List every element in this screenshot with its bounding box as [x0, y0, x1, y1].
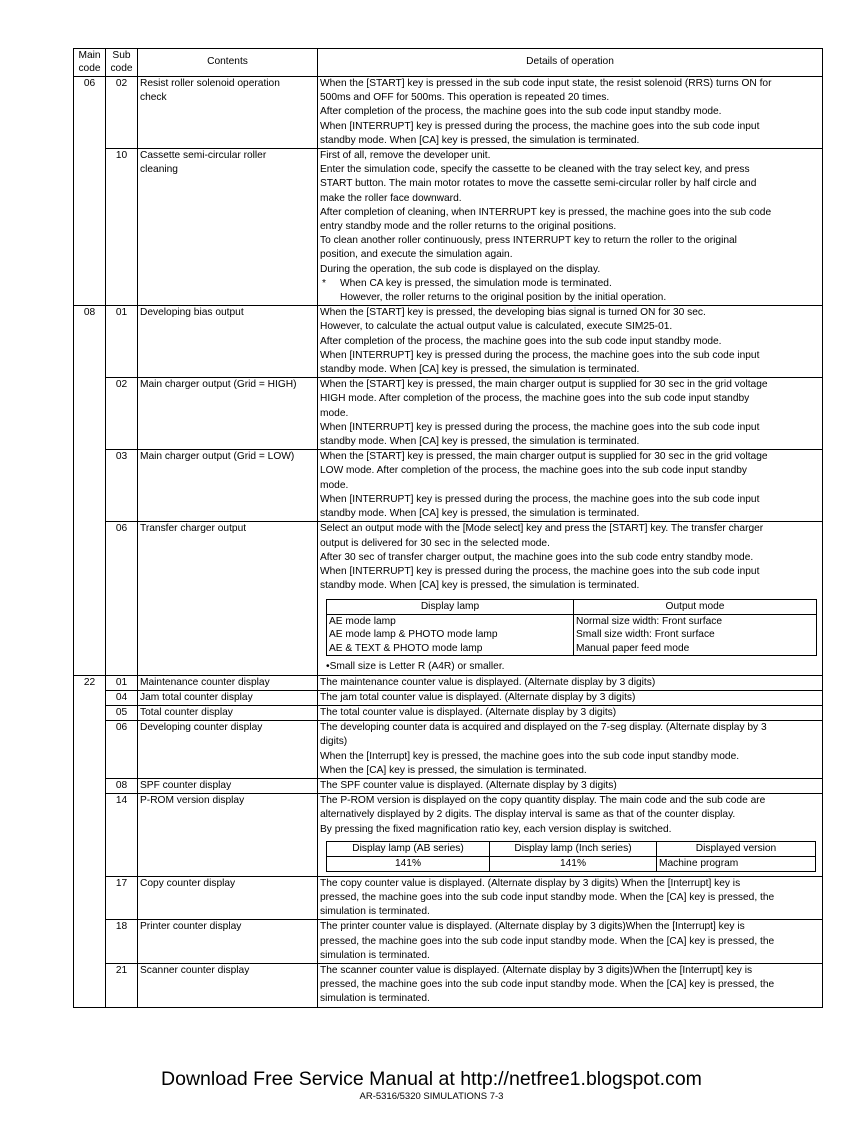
details-line: standby mode. When [CA] key is pressed, the simulation is terminated.: [320, 364, 640, 376]
details-cell: [318, 306, 823, 378]
details-line: standby mode. When [CA] key is pressed, the simulation is terminated.: [320, 508, 640, 520]
version-table: [326, 841, 816, 872]
version-table-cell: 141%: [327, 856, 490, 871]
table-row: [74, 920, 823, 964]
details-line: When the [Interrupt] key is pressed, the machine goes into the sub code input standby mode.: [320, 750, 740, 762]
contents-line: cleaning: [140, 164, 178, 176]
details-line: output is delivered for 30 sec in the selected mode.: [320, 537, 550, 549]
details-cell: [318, 675, 823, 690]
details-line: HIGH mode. After completion of the process, the machine goes into the sub code input standby: [320, 393, 750, 405]
details-cell: [318, 705, 823, 720]
contents-cell: [138, 522, 318, 675]
details-line: When the [START] key is pressed in the sub code input state, the resist solenoid (RRS) turns ON for: [320, 78, 772, 89]
details-line: Enter the simulation code, specify the cassette to be cleaned with the tray select key, and press: [320, 164, 750, 176]
version-table-cell: 141%: [490, 856, 657, 871]
details-line: The maintenance counter value is displayed. (Alternate display by 3 digits): [320, 676, 656, 688]
main-code-cell: 06: [74, 77, 106, 306]
main-code-cell: 08: [74, 306, 106, 675]
contents-cell: [138, 378, 318, 450]
details-line: However, to calculate the actual output value is calculated, execute SIM25-01.: [320, 321, 673, 333]
sub-code-cell: 06: [106, 522, 138, 675]
lamp-column: [327, 614, 574, 656]
table-row: [74, 963, 823, 1007]
lamp-table-header: [327, 600, 817, 615]
sub-code-cell: 18: [106, 920, 138, 964]
page-identifier: AR-5316/5320 SIMULATIONS 7-3: [359, 1091, 504, 1102]
contents-line: Main charger output (Grid = LOW): [140, 451, 295, 463]
contents-line: Developing counter display: [140, 722, 263, 734]
table-row: [74, 794, 823, 877]
lamp-table-cell: AE & TEXT & PHOTO mode lamp: [329, 642, 483, 654]
details-cell: [318, 149, 823, 306]
details-line: alternatively displayed by 2 digits. The display interval is same as that of the counter display.: [320, 809, 736, 821]
contents-cell: [138, 149, 318, 306]
contents-cell: [138, 876, 318, 920]
version-table-row: [327, 856, 816, 871]
details-line: When [INTERRUPT] key is pressed during the process, the machine goes into the sub code input: [320, 493, 760, 505]
details-line: simulation is terminated.: [320, 949, 430, 961]
details-line: After completion of the process, the machine goes into the sub code input standby mode.: [320, 106, 722, 118]
details-line: When the [START] key is pressed, the main charger output is supplied for 30 sec in the grid voltage: [320, 379, 768, 391]
table-header-row: [74, 49, 823, 77]
details-line: When the [START] key is pressed, the main charger output is supplied for 30 sec in the grid voltage: [320, 451, 768, 463]
contents-cell: [138, 963, 318, 1007]
contents-line: SPF counter display: [140, 779, 232, 791]
table-row: [74, 778, 823, 793]
contents-cell: [138, 778, 318, 793]
table-row: [74, 705, 823, 720]
contents-cell: [138, 77, 318, 149]
lamp-table-cell: Small size width: Front surface: [576, 629, 715, 641]
table-row: [74, 721, 823, 779]
version-table-cell: Machine program: [657, 856, 816, 871]
details-line: pressed, the machine goes into the sub code input standby mode. When the [CA] key is pressed, the: [320, 891, 775, 903]
download-footer: Download Free Service Manual at http://netfree1.blogspot.com: [161, 1068, 702, 1090]
details-line: entry standby mode and the roller returns to the original positions.: [320, 221, 617, 233]
contents-cell: [138, 705, 318, 720]
sub-code-cell: 14: [106, 794, 138, 877]
version-table-heading: Displayed version: [657, 841, 816, 856]
table-row: [74, 77, 823, 149]
sub-code-cell: 02: [106, 378, 138, 450]
details-line: When [INTERRUPT] key is pressed during the process, the machine goes into the sub code input: [320, 421, 760, 433]
details-line: digits): [320, 736, 348, 748]
details-line: standby mode. When [CA] key is pressed, the simulation is terminated.: [320, 580, 640, 592]
sub-code-cell: 03: [106, 450, 138, 522]
details-line: LOW mode. After completion of the process, the machine goes into the sub code input standby: [320, 465, 747, 477]
sub-code-cell: 10: [106, 149, 138, 306]
lamp-table-cell: AE mode lamp: [329, 615, 396, 627]
details-line: When [INTERRUPT] key is pressed during the process, the machine goes into the sub code input: [320, 565, 760, 577]
details-line: During the operation, the sub code is displayed on the display.: [320, 263, 601, 275]
details-cell: [318, 778, 823, 793]
details-line: First of all, remove the developer unit.: [320, 150, 491, 162]
header-contents: Contents: [138, 49, 318, 77]
details-line: pressed, the machine goes into the sub code input standby mode. When the [CA] key is pressed, the: [320, 935, 775, 947]
details-line: position, and execute the simulation again.: [320, 249, 513, 261]
lamp-table-cell: Manual paper feed mode: [576, 642, 690, 654]
contents-line: Cassette semi-circular roller: [140, 150, 267, 162]
contents-line: Main charger output (Grid = HIGH): [140, 379, 297, 391]
details-cell: [318, 450, 823, 522]
details-cell: [318, 378, 823, 450]
details-cell: [318, 920, 823, 964]
details-cell: [318, 794, 823, 877]
details-line: simulation is terminated.: [320, 906, 430, 918]
contents-cell: [138, 450, 318, 522]
contents-cell: [138, 794, 318, 877]
details-note-continued: However, the roller returns to the original position by the initial operation.: [340, 292, 667, 304]
version-table-heading: Display lamp (Inch series): [490, 841, 657, 856]
contents-cell: [138, 690, 318, 705]
details-cell: [318, 963, 823, 1007]
details-line: The P-ROM version is displayed on the copy quantity display. The main code and the sub code are: [320, 795, 766, 807]
details-line: The jam total counter value is displayed. (Alternate display by 3 digits): [320, 691, 636, 703]
details-line: Select an output mode with the [Mode select] key and press the [START] key. The transfer charger: [320, 523, 764, 535]
details-line: mode.: [320, 479, 349, 491]
details-line: The scanner counter value is displayed. (Alternate display by 3 digits)When the [Interrupt] key is: [320, 964, 753, 976]
table-row: [74, 675, 823, 690]
details-line: pressed, the machine goes into the sub code input standby mode. When the [CA] key is pressed, the: [320, 979, 775, 991]
details-line: The developing counter data is acquired and displayed on the 7-seg display. (Alternate display by 3: [320, 722, 767, 734]
details-line: The printer counter value is displayed. (Alternate display by 3 digits)When the [Interrupt] key is: [320, 921, 745, 933]
details-line: The copy counter value is displayed. (Alternate display by 3 digits) When the [Interrupt] key is: [320, 877, 741, 889]
table-row: [74, 149, 823, 306]
simulation-table: [73, 48, 823, 1008]
header-sub-code: Sub code: [106, 49, 138, 77]
contents-line: Total counter display: [140, 706, 233, 718]
contents-line: Developing bias output: [140, 307, 244, 319]
details-line: To clean another roller continuously, press INTERRUPT key to return the roller to the original: [320, 235, 737, 247]
version-table-header: [327, 841, 816, 856]
details-cell: [318, 522, 823, 675]
table-body: [74, 77, 823, 1008]
contents-line: check: [140, 92, 167, 104]
sub-code-cell: 01: [106, 306, 138, 378]
details-line: mode.: [320, 407, 349, 419]
table-row: [74, 690, 823, 705]
details-line: The total counter value is displayed. (Alternate display by 3 digits): [320, 706, 617, 718]
details-cell: [318, 876, 823, 920]
details-line: 500ms and OFF for 500ms. This operation is repeated 20 times.: [320, 92, 610, 104]
note-asterisk: *: [322, 277, 326, 289]
display-lamp-table: [326, 599, 817, 656]
output-mode-column: [574, 614, 817, 656]
details-cell: [318, 77, 823, 149]
sub-code-cell: 08: [106, 778, 138, 793]
header-main-code: Main code: [74, 49, 106, 77]
details-line: standby mode. When [CA] key is pressed, the simulation is terminated.: [320, 134, 640, 146]
details-line: When the [CA] key is pressed, the simulation is terminated.: [320, 764, 587, 776]
table-row: [74, 522, 823, 675]
details-line: standby mode. When [CA] key is pressed, the simulation is terminated.: [320, 436, 640, 448]
table-row: [74, 378, 823, 450]
sub-code-cell: 05: [106, 705, 138, 720]
contents-line: Scanner counter display: [140, 964, 250, 976]
contents-line: Maintenance counter display: [140, 676, 270, 688]
note-text: When CA key is pressed, the simulation mode is terminated.: [340, 277, 612, 289]
contents-line: P-ROM version display: [140, 795, 245, 807]
sub-code-cell: 17: [106, 876, 138, 920]
details-note: [320, 277, 820, 291]
sub-code-cell: 01: [106, 675, 138, 690]
main-code-cell: 22: [74, 675, 106, 1007]
details-cell: [318, 721, 823, 779]
contents-line: Printer counter display: [140, 921, 242, 933]
details-line: START button. The main motor rotates to move the cassette semi-circular roller by half circle and: [320, 178, 757, 190]
table-row: [74, 450, 823, 522]
details-cell: [318, 690, 823, 705]
contents-cell: [138, 675, 318, 690]
table-row: [74, 876, 823, 920]
table-row: [74, 306, 823, 378]
details-line: When [INTERRUPT] key is pressed during the process, the machine goes into the sub code input: [320, 120, 760, 132]
version-table-heading: Display lamp (AB series): [327, 841, 490, 856]
contents-cell: [138, 721, 318, 779]
lamp-footnote: •Small size is Letter R (A4R) or smaller.: [326, 661, 505, 673]
details-line: The SPF counter value is displayed. (Alternate display by 3 digits): [320, 779, 617, 791]
lamp-table-cell: Normal size width: Front surface: [576, 615, 723, 627]
lamp-table-body: [327, 614, 817, 656]
sub-code-cell: 04: [106, 690, 138, 705]
contents-cell: [138, 306, 318, 378]
contents-line: Transfer charger output: [140, 523, 247, 535]
contents-line: Resist roller solenoid operation: [140, 78, 280, 89]
details-line: After 30 sec of transfer charger output, the machine goes into the sub code entry standby mode.: [320, 551, 754, 563]
sub-code-cell: 06: [106, 721, 138, 779]
lamp-table-heading: Output mode: [574, 600, 817, 615]
details-line: When [INTERRUPT] key is pressed during the process, the machine goes into the sub code input: [320, 349, 760, 361]
lamp-table-heading: Display lamp: [327, 600, 574, 615]
contents-line: Copy counter display: [140, 877, 236, 889]
lamp-table-cell: AE mode lamp & PHOTO mode lamp: [329, 629, 498, 641]
contents-line: Jam total counter display: [140, 691, 253, 703]
details-line: simulation is terminated.: [320, 993, 430, 1005]
details-line: By pressing the fixed magnification ratio key, each version display is switched.: [320, 823, 672, 835]
header-details: Details of operation: [318, 49, 823, 77]
sub-code-cell: 02: [106, 77, 138, 149]
details-line: When the [START] key is pressed, the developing bias signal is turned ON for 30 sec.: [320, 307, 706, 319]
details-line: After completion of the process, the machine goes into the sub code input standby mode.: [320, 335, 722, 347]
sub-code-cell: 21: [106, 963, 138, 1007]
contents-cell: [138, 920, 318, 964]
details-line: After completion of cleaning, when INTERRUPT key is pressed, the machine goes into the sub code: [320, 206, 772, 218]
details-line: make the roller face downward.: [320, 192, 462, 204]
